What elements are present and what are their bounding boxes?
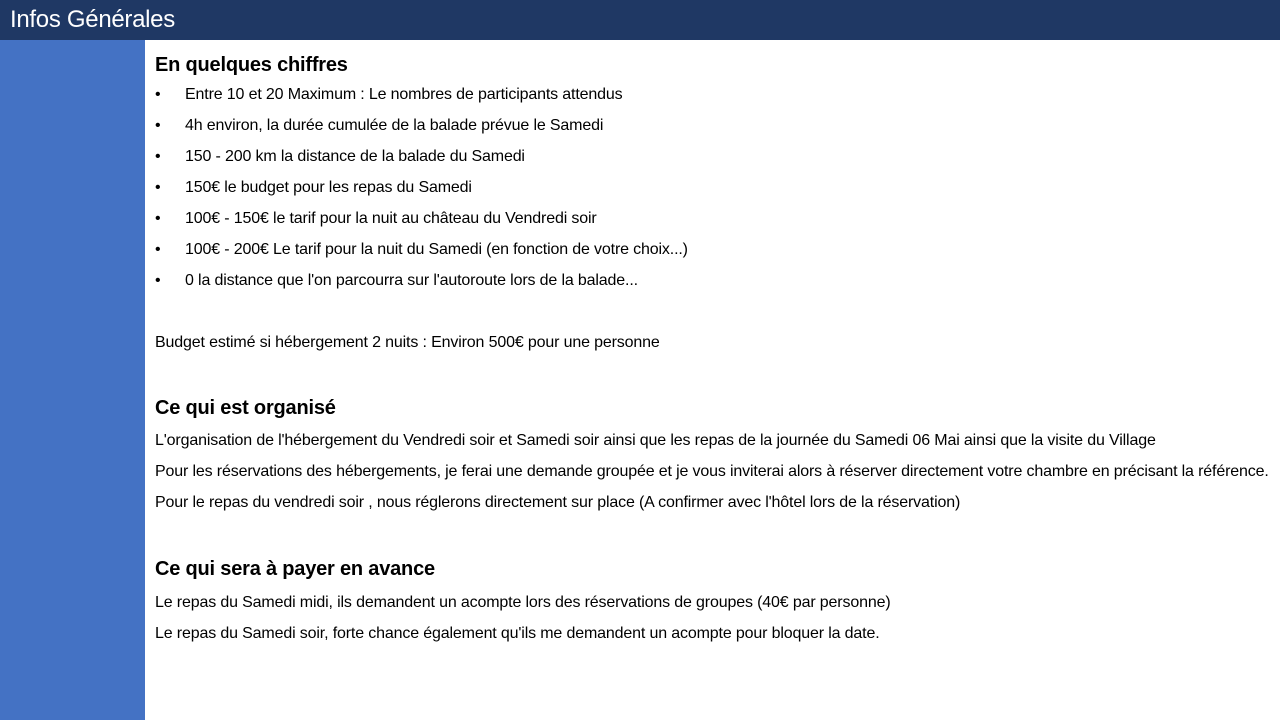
list-item: • 100€ - 150€ le tarif pour la nuit au château du Vendredi soir [155,210,597,227]
organised-paragraph: Pour le repas du vendredi soir , nous réglerons directement sur place (A confirmer avec l'hôtel lors de la réservation) [155,494,961,511]
slide-content [155,40,1270,720]
list-item: • 150 - 200 km la distance de la balade du Samedi [155,148,525,165]
bullet-icon: • [155,148,161,165]
section-title-prepay: Ce qui sera à payer en avance [155,558,435,580]
list-item: • 100€ - 200€ Le tarif pour la nuit du Samedi (en fonction de votre choix...) [155,241,688,258]
bullet-icon: • [155,241,161,258]
list-item: • 150€ le budget pour les repas du Samedi [155,179,472,196]
figures-list [155,85,1270,290]
prepay-paragraph: Le repas du Samedi soir, forte chance également qu'ils me demandent un acompte pour bloquer la date. [155,625,880,642]
bullet-icon: • [155,117,161,134]
left-accent-bar [0,40,145,720]
list-item: • Entre 10 et 20 Maximum : Le nombres de participants attendus [155,86,623,103]
prepay-paragraph: Le repas du Samedi midi, ils demandent un acompte lors des réservations de groupes (40€ par personne) [155,594,891,611]
organised-paragraph: L'organisation de l'hébergement du Vendredi soir et Samedi soir ainsi que les repas de la journée du Samedi 06 Mai ainsi que la visite du Village [155,432,1156,449]
bullet-icon: • [155,179,161,196]
list-item: • 4h environ, la durée cumulée de la balade prévue le Samedi [155,117,604,134]
section-title-organised: Ce qui est organisé [155,397,336,419]
slide-title: Infos Générales [10,6,175,33]
organised-paragraph: Pour les réservations des hébergements, je ferai une demande groupée et je vous inviterai alors à réserver directement votre chambre en précisant la référence. [155,463,1269,480]
bullet-icon: • [155,86,161,103]
budget-estimate: Budget estimé si hébergement 2 nuits : Environ 500€ pour une personne [155,334,660,351]
list-item: • 0 la distance que l'on parcourra sur l'autoroute lors de la balade... [155,272,638,289]
bullet-icon: • [155,272,161,289]
slide-title-bar [0,0,1280,40]
section-title-figures: En quelques chiffres [155,54,348,76]
bullet-icon: • [155,210,161,227]
